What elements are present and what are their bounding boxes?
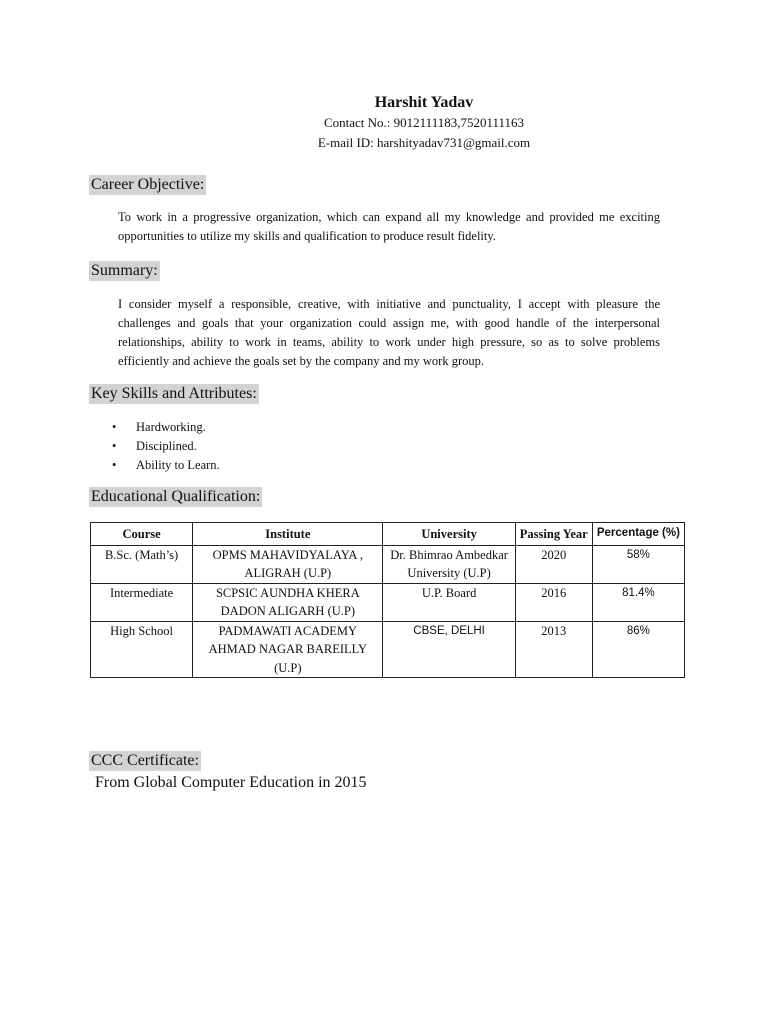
skills-list [112, 418, 220, 475]
column-header-course: Course [91, 523, 193, 546]
column-header-institute: Institute [193, 523, 383, 546]
skill-label: Ability to Learn. [136, 458, 220, 472]
resume-header [0, 93, 768, 153]
education-table [90, 522, 685, 678]
candidate-name: Harshit Yadav [374, 94, 474, 111]
ccc-text: From Global Computer Education in 2015 [95, 774, 367, 791]
column-header-passing-year: Passing Year [515, 523, 592, 546]
list-item [112, 456, 220, 475]
course-cell: Intermediate [91, 583, 193, 621]
list-item [112, 418, 220, 437]
summary-heading: Summary: [91, 262, 158, 279]
university-cell: Dr. Bhimrao Ambedkar University (U.P) [383, 545, 515, 583]
year-cell: 2020 [515, 545, 592, 583]
course-cell: High School [91, 621, 193, 678]
year-cell: 2013 [515, 621, 592, 678]
career-objective-text: To work in a progressive organization, which can expand all my knowledge and provided me exciting opportunities to utilize my skills and qualification to produce result fidelity. [118, 210, 660, 243]
institute-cell: OPMS MAHAVIDYALAYA , ALIGRAH (U.P) [193, 545, 383, 583]
percentage-cell: 58% [592, 545, 684, 583]
bullet-icon: • [112, 439, 117, 453]
skill-label: Hardworking. [136, 420, 206, 434]
percentage-cell: 81.4% [592, 583, 684, 621]
institute-cell: SCPSIC AUNDHA KHERA DADON ALIGARH (U.P) [193, 583, 383, 621]
skill-label: Disciplined. [136, 439, 197, 453]
bullet-icon: • [112, 420, 117, 434]
university-cell: U.P. Board [383, 583, 515, 621]
column-header-university: University [383, 523, 515, 546]
institute-cell: PADMAWATI ACADEMY AHMAD NAGAR BAREILLY (U.P) [193, 621, 383, 678]
table-row [91, 621, 685, 678]
education-heading: Educational Qualification: [91, 488, 261, 505]
university-cell: CBSE, DELHI [383, 621, 515, 678]
list-item [112, 437, 220, 456]
table-row [91, 583, 685, 621]
column-header-percentage: Percentage (%) [592, 523, 684, 546]
course-cell: B.Sc. (Math’s) [91, 545, 193, 583]
percentage-cell: 86% [592, 621, 684, 678]
summary-text: I consider myself a responsible, creative, with initiative and punctuality, I accept with pleasure the challenges and goals that your organization could assign me, with good handle of the interpersonal relationships, ability to work in teams, ability to work under high pressure, so as to solve problems efficiently and achieve the goals set by the company and my work group. [118, 297, 660, 368]
contact-numbers: Contact No.: 9012111183,7520111163 [323, 115, 525, 130]
ccc-heading: CCC Certificate: [91, 752, 199, 769]
career-objective-heading: Career Objective: [91, 176, 205, 193]
year-cell: 2016 [515, 583, 592, 621]
table-header-row [91, 523, 685, 546]
email-address: E-mail ID: harshityadav731@gmail.com [317, 135, 531, 150]
skills-heading: Key Skills and Attributes: [91, 385, 257, 402]
bullet-icon: • [112, 458, 117, 472]
table-row [91, 545, 685, 583]
